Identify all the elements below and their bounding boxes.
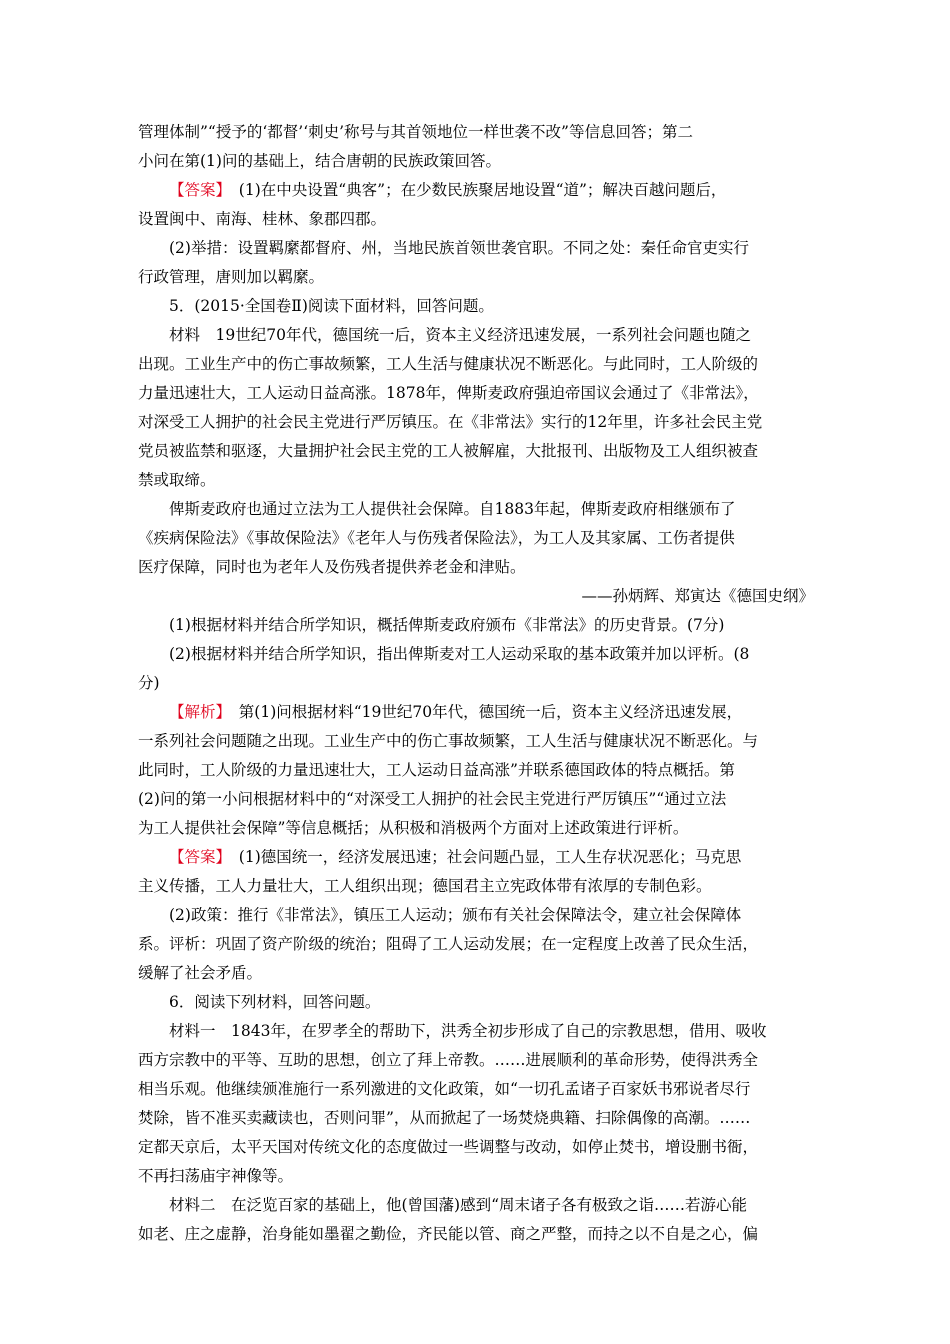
answer-tag: 【答案】 bbox=[169, 848, 224, 866]
analysis-tag: 【解析】 bbox=[169, 703, 224, 721]
answer-4: 【答案】 (1)在中央设置“典客”；在少数民族聚居地设置“道”；解决百越问题后， bbox=[169, 181, 727, 199]
question-5-material: 材料 19世纪70年代，德国统一后，资本主义经济迅速发展，一系列社会问题也随之 bbox=[169, 326, 751, 344]
analysis-continuation: 管理体制”“授予的‘都督’‘刺史’称号与其首领地位一样世袭不改”等信息回答；第二 小问在第(1)问的基础上，结合唐朝的民族政策回答。 bbox=[138, 123, 693, 170]
analysis-5: 【解析】 第(1)问根据材料“19世纪70年代，德国统一后，资本主义经济迅速发展， bbox=[169, 703, 743, 721]
answer-tag: 【答案】 bbox=[169, 181, 224, 199]
answer-4-part-2: (2)举措：设置羁縻都督府、州，当地民族首领世袭官职。不同之处：秦任命官吏实行 bbox=[169, 239, 749, 257]
answer-5-part-2: (2)政策：推行《非常法》，镇压工人运动；颁布有关社会保障法令，建立社会保障体 bbox=[169, 906, 742, 924]
question-6-title: 6．阅读下列材料，回答问题。 bbox=[169, 993, 381, 1011]
document-body: 管理体制”“授予的‘都督’‘刺史’称号与其首领地位一样世袭不改”等信息回答；第二 小问在第(1)问的基础上，结合唐朝的民族政策回答。 【答案】 (1)在中央设置“典客”；在少数民族聚居地设置“道”；解决百越问题后， 设置闽中、南海、桂林、象郡四郡。 (2)举措：设置羁縻都督府、州，当地民族首领世袭官职。不同之处：秦任命官吏实行 行政管理，唐则加以羁縻。 5．(2015·全国卷Ⅱ)阅读下面材料，回答问题。 材料 19世纪70年代，德国统一后，资本主义经济迅速发展，一系列社会问题也随之 出现。工业生产中的伤亡事故频繁，工人生活与健康状况不断恶化。与此同时，工人阶级的 力量迅速壮大，工人运动日益高涨。1878年，俾斯麦政府强迫帝国议会通过了《非常法》， 对深受工人拥护的社会民主党进行严厉镇压。在《非常法》实行的12年里，许多社会民主党 党员被监禁和驱逐，大量拥护社会民主党的工人被解雇，大批报刊、出版物及工人组织被查 禁或取缔。 俾斯麦政府也通过立法为工人提供社会保障。自1883年起，俾斯麦政府相继颁布了 《疾病保险法》《事故保险法》《老年人与伤残者保险法》，为工人及其家属、工伤者提供 医疗保障，同时也为老年人及伤残者提供养老金和津贴。 ——孙炳辉、郑寅达《德国史纲》 (1)根据材料并结合所学知识，概括俾斯麦政府颁布《非常法》的历史背景。(7分) (2)根据材料并结合所学知识，指出俾斯麦对工人运动采取的基本政策并加以评析。(8 分) 【解析】 第(1)问根据材料“19世纪70年代，德国统一后，资本主义经济迅速发展， 一系列社会问题随之出现。工业生产中的伤亡事故频繁，工人生活与健康状况不断恶化。与 此同时，工人阶级的力量迅速壮大，工人运动日益高涨”并联系德国政体的特点概括。第 (2)问的第一小问根据材料中的“对深受工人拥护的社会民主党进行严厉镇压”“通过立法 为工人提供社会保障”等信息概括；从积极和消极两个方面对上述政策进行评析。 【答案】 (1)德国统一，经济发展迅速；社会问题凸显，工人生存状况恶化；马克思 主义传播，工人力量壮大，工人组织出现；德国君主立宪政体带有浓厚的专制色彩。 (2)政策：推行《非常法》，镇压工人运动；颁布有关社会保障法令，建立社会保障体 系。评析：巩固了资产阶级的统治；阻碍了工人运动发展；在一定程度上改善了民众生活， 缓解了社会矛盾。 6．阅读下列材料，回答问题。 材料一 1843年，在罗孝全的帮助下，洪秀全初步形成了自己的宗教思想，借用、吸收 西方宗教中的平等、互助的思想，创立了拜上帝教。……进展顺利的革命形势，使得洪秀全 相当乐观。他继续颁准施行一系列激进的文化政策，如“一切孔孟诸子百家妖书邪说者尽行 焚除，皆不准买卖藏读也，否则问罪”，从而掀起了一场焚烧典籍、扫除偶像的高潮。…… 定都天京后，太平天国对传统文化的态度做过一些调整与改动，如停止焚书，增设删书衙， 不再扫荡庙宇神像等。 材料二 在泛览百家的基础上，他(曾国藩)感到“周末诸子各有极致之诣……若游心能 如老、庄之虚静，治身能如墨翟之勤俭，齐民能以管、商之严整，而持之以不自是之心，偏 bbox=[138, 118, 814, 1249]
question-5-material-2: 俾斯麦政府也通过立法为工人提供社会保障。自1883年起，俾斯麦政府相继颁布了 bbox=[169, 500, 736, 518]
question-6-material-2: 材料二 在泛览百家的基础上，他(曾国藩)感到“周末诸子各有极致之诣……若游心能 bbox=[169, 1196, 748, 1214]
question-6-material-1: 材料一 1843年，在罗孝全的帮助下，洪秀全初步形成了自己的宗教思想，借用、吸收 bbox=[169, 1022, 767, 1040]
question-5-part-2: (2)根据材料并结合所学知识，指出俾斯麦对工人运动采取的基本政策并加以评析。(8 bbox=[169, 645, 750, 663]
answer-5: 【答案】 (1)德国统一，经济发展迅速；社会问题凸显，工人生存状况恶化；马克思 bbox=[169, 848, 742, 866]
question-5-part-1: (1)根据材料并结合所学知识，概括俾斯麦政府颁布《非常法》的历史背景。(7分) bbox=[169, 616, 725, 634]
material-source: ——孙炳辉、郑寅达《德国史纲》 bbox=[581, 587, 814, 605]
question-5-title: 5．(2015·全国卷Ⅱ)阅读下面材料，回答问题。 bbox=[169, 297, 494, 315]
